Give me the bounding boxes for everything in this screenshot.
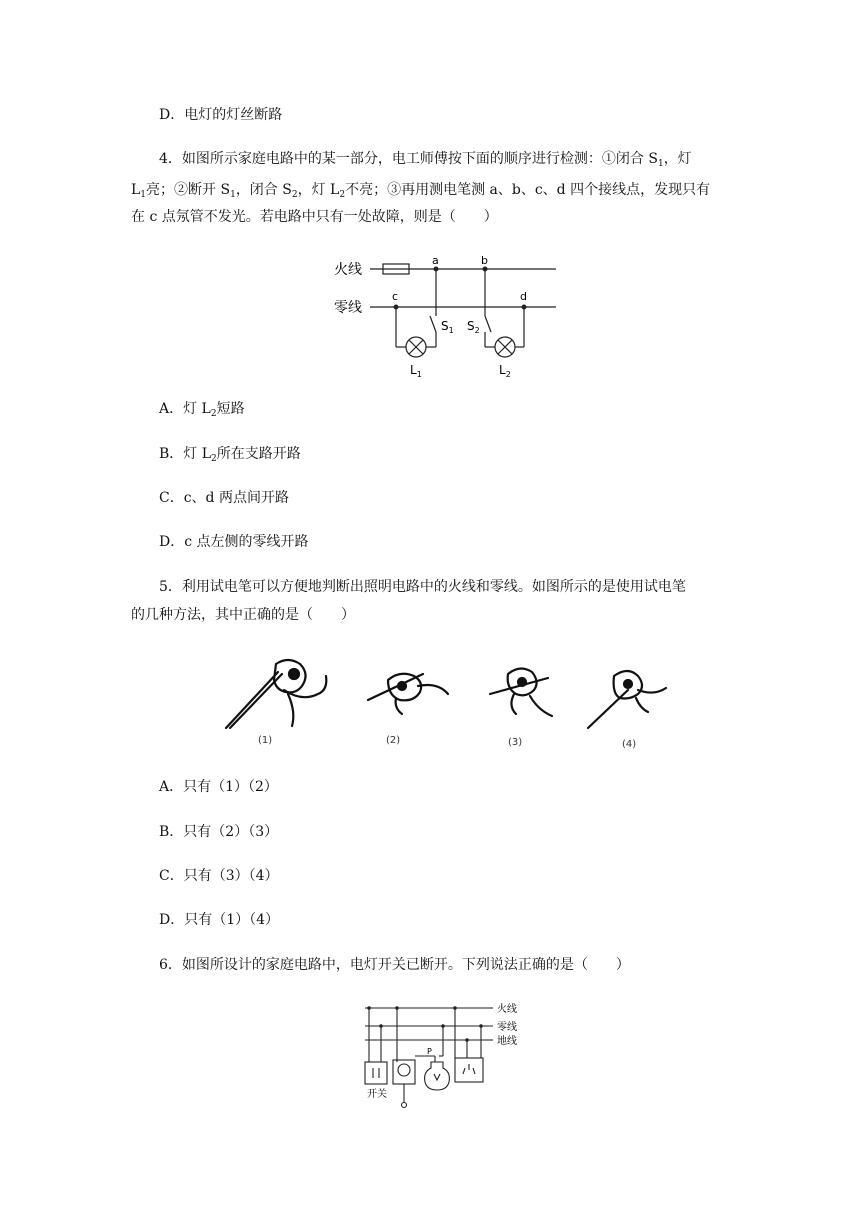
- q6-stem: 6．如图所设计的家庭电路中，电灯开关已断开。下列说法正确的是（ ）: [159, 957, 630, 973]
- q4-stem-line3: 在 c 点氖管不发光。若电路中只有一处故障，则是（ ）: [131, 209, 498, 225]
- q4-option-b: B．灯 $L_2$所在支路开路: [159, 446, 301, 464]
- svg-text:零线: 零线: [334, 300, 362, 316]
- svg-text:开关: 开关: [367, 1089, 387, 1100]
- svg-text:P: P: [427, 1047, 432, 1056]
- svg-text:S1: $S_1$: [441, 319, 454, 335]
- pen-label-2: (2): [386, 735, 401, 746]
- svg-text:L1: $L_1$: [410, 363, 422, 379]
- svg-text:火线: 火线: [334, 262, 362, 278]
- pen-method-1-image: [226, 660, 326, 728]
- q5-stem-line2: 的几种方法，其中正确的是（ ）: [131, 607, 355, 623]
- svg-text:b: b: [481, 254, 488, 267]
- svg-text:c: c: [392, 290, 399, 303]
- q3-option-d: D．电灯的灯丝断路: [159, 107, 283, 123]
- q4-stem-line2: $L_1$亮；②断开 $S_1$，闭合 $S_2$，灯 $L_2$不亮；③再用测电笔测 a、b、c、d 四个接线点，发现只有: [131, 182, 711, 200]
- pen-method-4-image: [588, 671, 666, 728]
- q5-option-a: A．只有（1）（2）: [159, 779, 278, 795]
- pen-label-1: (1): [258, 735, 273, 746]
- svg-text:a: a: [432, 254, 439, 267]
- svg-text:地线: 地线: [497, 1036, 517, 1047]
- q5-option-c: C．只有（3）（4）: [159, 868, 279, 884]
- svg-text:S2: $S_2$: [467, 319, 480, 335]
- pen-label-3: (3): [508, 737, 523, 748]
- svg-text:L2: $L_2$: [499, 363, 511, 379]
- q4-option-c: C．c、d 两点间开路: [159, 490, 289, 506]
- svg-text:零线: 零线: [497, 1022, 517, 1033]
- q4-option-a: A．灯 $L_2$短路: [159, 401, 245, 419]
- svg-text:火线: 火线: [497, 1004, 517, 1015]
- q5-test-pen-figures: [218, 650, 678, 755]
- q5-stem-line1: 5．利用试电笔可以方便地判断出照明电路中的火线和零线。如图所示的是使用试电笔: [159, 579, 686, 595]
- q5-option-d: D．只有（1）（4）: [159, 912, 280, 928]
- pen-label-4: (4): [622, 739, 637, 750]
- pen-method-3-image: [490, 668, 552, 716]
- q4-stem-line1: 4．如图所示家庭电路中的某一部分，电工师傅按下面的顺序进行检测：①闭合 $S_1$，灯: [159, 151, 692, 169]
- q6-circuit-diagram: [355, 998, 535, 1113]
- q4-option-d: D．c 点左侧的零线开路: [159, 534, 309, 550]
- q5-option-b: B．只有（2）（3）: [159, 824, 279, 840]
- svg-text:d: d: [520, 290, 527, 303]
- pen-method-2-image: [368, 674, 448, 714]
- q4-circuit-diagram: [330, 250, 570, 380]
